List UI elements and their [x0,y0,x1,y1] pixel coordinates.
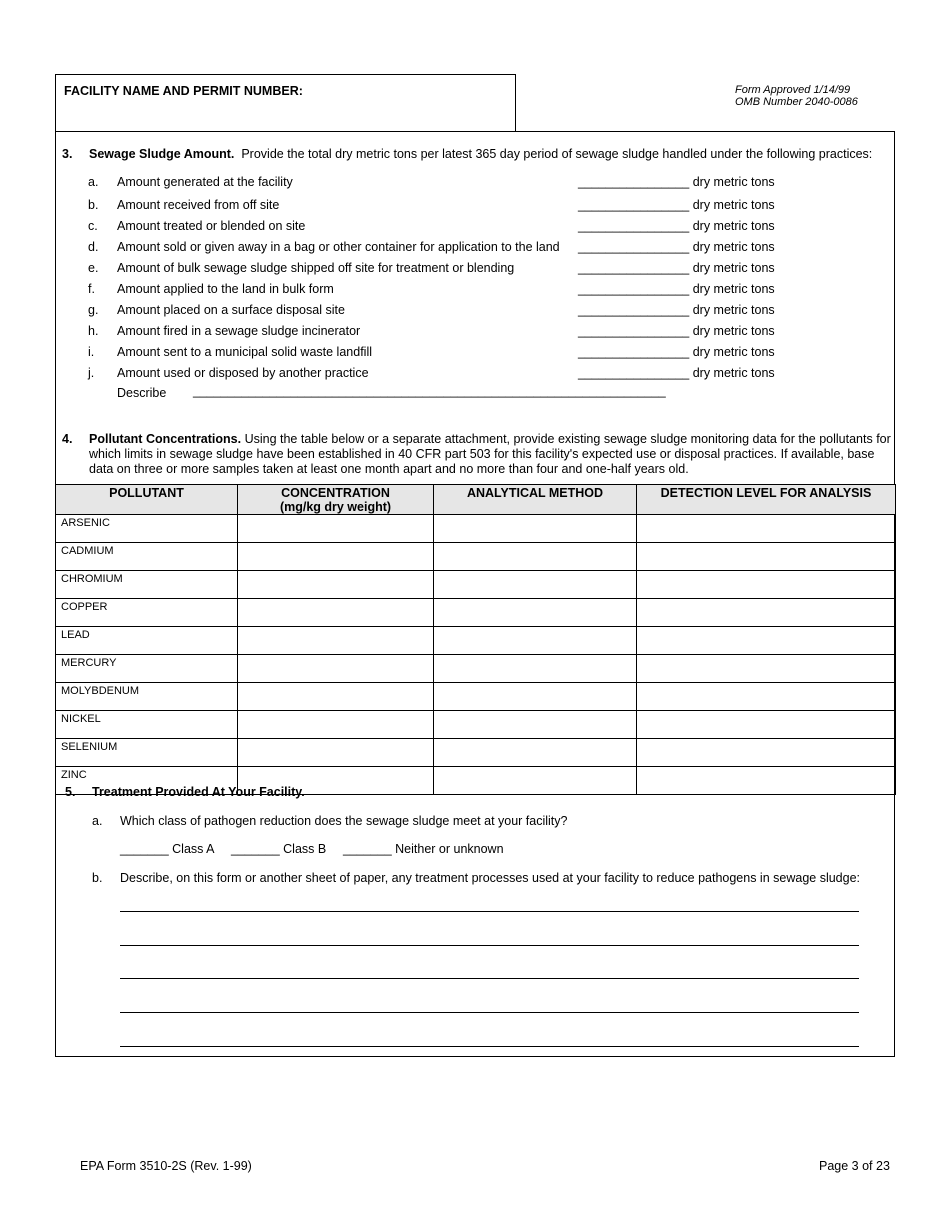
amount-row [0,240,950,256]
section3-title: Sewage Sludge Amount. [89,147,235,161]
amount-input[interactable]: ________________ dry metric tons [578,282,775,296]
amount-letter: e. [88,261,99,275]
pollutant-row [56,543,896,571]
treatment-answer-line[interactable] [120,1012,859,1013]
analytical-method-cell[interactable] [434,515,637,543]
amount-label: Amount placed on a surface disposal site [117,303,345,317]
amount-row [0,198,950,214]
analytical-method-cell[interactable] [434,543,637,571]
page-number: Page 3 of 23 [819,1159,890,1173]
section3-number: 3. [62,147,73,161]
amount-unit: dry metric tons [692,261,775,275]
amount-unit: dry metric tons [692,175,775,189]
detection-level-cell[interactable] [637,571,896,599]
concentration-cell[interactable] [238,543,434,571]
amount-row [0,324,950,340]
amount-unit: dry metric tons [692,219,775,233]
amount-letter: c. [88,219,98,233]
detection-level-cell[interactable] [637,543,896,571]
concentration-cell[interactable] [238,515,434,543]
amount-unit: dry metric tons [692,303,775,317]
amount-input[interactable]: ________________ dry metric tons [578,240,775,254]
concentration-cell[interactable] [238,739,434,767]
section5b-question: Describe, on this form or another sheet of paper, any treatment processes used at your facility to reduce pathogens in sewage sludge: [120,871,861,885]
analytical-method-cell[interactable] [434,711,637,739]
pollutant-row [56,515,896,543]
form-id: EPA Form 3510-2S (Rev. 1-99) [80,1159,252,1173]
detection-level-cell[interactable] [637,655,896,683]
section4-line3: data on three or more samples taken at least one month apart and no more than four and one-half years old. [89,462,689,476]
amount-letter: b. [88,198,99,212]
pollutant-name: COPPER [56,599,238,627]
concentration-cell[interactable] [238,599,434,627]
pollutant-name: CADMIUM [56,543,238,571]
section4-title: Pollutant Concentrations. [89,432,242,446]
analytical-method-cell[interactable] [434,627,637,655]
amount-letter: f. [88,282,95,296]
section5-number: 5. [65,785,76,799]
detection-level-cell[interactable] [637,515,896,543]
pollutant-name: LEAD [56,627,238,655]
amount-row [0,366,950,382]
analytical-method-cell[interactable] [434,683,637,711]
section5-title: Treatment Provided At Your Facility. [92,785,305,799]
analytical-method-cell[interactable] [434,599,637,627]
pollutant-name: CHROMIUM [56,571,238,599]
concentration-cell[interactable] [238,571,434,599]
amount-input[interactable]: ________________ dry metric tons [578,175,775,189]
amount-label: Amount fired in a sewage sludge incinerator [117,324,361,338]
amount-label: Amount generated at the facility [117,175,293,189]
pollutant-name: MERCURY [56,655,238,683]
amount-row [0,303,950,319]
pollutant-name: ZINC [56,767,238,795]
detection-level-cell[interactable] [637,767,896,795]
pollutant-name: MOLYBDENUM [56,683,238,711]
section4-line2: which limits in sewage sludge have been established in 40 CFR part 503 for this facility's expected use or disposal practices. If available, base [89,447,875,461]
describe-line[interactable]: ____________________________________________________________________ [193,384,666,398]
amount-row [0,261,950,277]
concentration-cell[interactable] [238,711,434,739]
amount-label: Amount used or disposed by another practice [117,366,369,380]
amount-label: Amount sold or given away in a bag or other container for application to the land [117,240,560,254]
amount-label: Amount applied to the land in bulk form [117,282,334,296]
pollutant-row [56,683,896,711]
amount-row [0,345,950,361]
section5b-letter: b. [92,871,103,885]
amount-input[interactable]: ________________ dry metric tons [578,198,775,212]
column-detection-level: DETECTION LEVEL FOR ANALYSIS [637,485,896,515]
amount-row [0,282,950,298]
analytical-method-cell[interactable] [434,767,637,795]
amount-letter: a. [88,175,99,189]
section5a-letter: a. [92,814,103,828]
column-pollutant: POLLUTANT [56,485,238,515]
amount-letter: d. [88,240,99,254]
analytical-method-cell[interactable] [434,571,637,599]
describe-label: Describe [117,386,167,400]
form-approved: Form Approved 1/14/99 [735,84,851,96]
pollutant-table [55,484,896,795]
pollutant-row [56,571,896,599]
section5a-question: Which class of pathogen reduction does the sewage sludge meet at your facility? [120,814,568,828]
detection-level-cell[interactable] [637,683,896,711]
amount-input[interactable]: ________________ dry metric tons [578,303,775,317]
amount-input[interactable]: ________________ dry metric tons [578,366,775,380]
amount-unit: dry metric tons [692,240,775,254]
amount-letter: i. [88,345,95,359]
amount-unit: dry metric tons [692,282,775,296]
column-concentration: CONCENTRATION (mg/kg dry weight) [238,485,434,515]
pollutant-name: NICKEL [56,711,238,739]
amount-unit: dry metric tons [692,198,775,212]
amount-letter: j. [88,366,95,380]
pollutant-row [56,739,896,767]
amount-label: Amount treated or blended on site [117,219,306,233]
section4-number: 4. [62,432,73,446]
concentration-cell[interactable] [238,655,434,683]
facility-name-box [55,74,516,131]
treatment-answer-line[interactable] [120,911,859,912]
amount-letter: g. [88,303,99,317]
treatment-answer-line[interactable] [120,978,859,979]
amount-unit: dry metric tons [692,324,775,338]
detection-level-cell[interactable] [637,711,896,739]
omb-number: OMB Number 2040-0086 [735,96,858,108]
facility-name-label: FACILITY NAME AND PERMIT NUMBER: [64,84,303,98]
amount-input[interactable]: ________________ dry metric tons [578,345,775,359]
amount-unit: dry metric tons [692,345,775,359]
pollutant-row [56,711,896,739]
amount-row [0,175,950,191]
detection-level-cell[interactable] [637,627,896,655]
amount-row [0,219,950,235]
amount-label: Amount sent to a municipal solid waste landfill [117,345,372,359]
amount-input[interactable]: ________________ dry metric tons [578,261,775,275]
section3-heading [89,147,872,161]
option-neither[interactable]: _______ Neither or unknown [343,842,504,856]
pollutant-name: SELENIUM [56,739,238,767]
amount-input[interactable]: ________________ dry metric tons [578,219,775,233]
amount-label: Amount of bulk sewage sludge shipped off site for treatment or blending [117,261,515,275]
section4-line1: Pollutant Concentrations. Using the table below or a separate attachment, provide existing sewage sludge monitoring data for the pollutants for [89,432,891,446]
analytical-method-cell[interactable] [434,655,637,683]
pollutant-row [56,627,896,655]
pollutant-row [56,599,896,627]
amount-unit: dry metric tons [692,366,775,380]
pollutant-name: ARSENIC [56,515,238,543]
treatment-answer-line[interactable] [120,945,859,946]
column-analytical-method: ANALYTICAL METHOD [434,485,637,515]
amount-letter: h. [88,324,99,338]
amount-input[interactable]: ________________ dry metric tons [578,324,775,338]
section3-intro: Provide the total dry metric tons per latest 365 day period of sewage sludge handled under the following practices: [241,147,873,161]
option-class-a[interactable]: _______ Class A [120,842,215,856]
amount-label: Amount received from off site [117,198,280,212]
concentration-cell[interactable] [238,627,434,655]
detection-level-cell[interactable] [637,739,896,767]
pollutant-row [56,655,896,683]
detection-level-cell[interactable] [637,599,896,627]
option-class-b[interactable]: _______ Class B [231,842,327,856]
concentration-cell[interactable] [238,683,434,711]
treatment-answer-line[interactable] [120,1046,859,1047]
analytical-method-cell[interactable] [434,739,637,767]
